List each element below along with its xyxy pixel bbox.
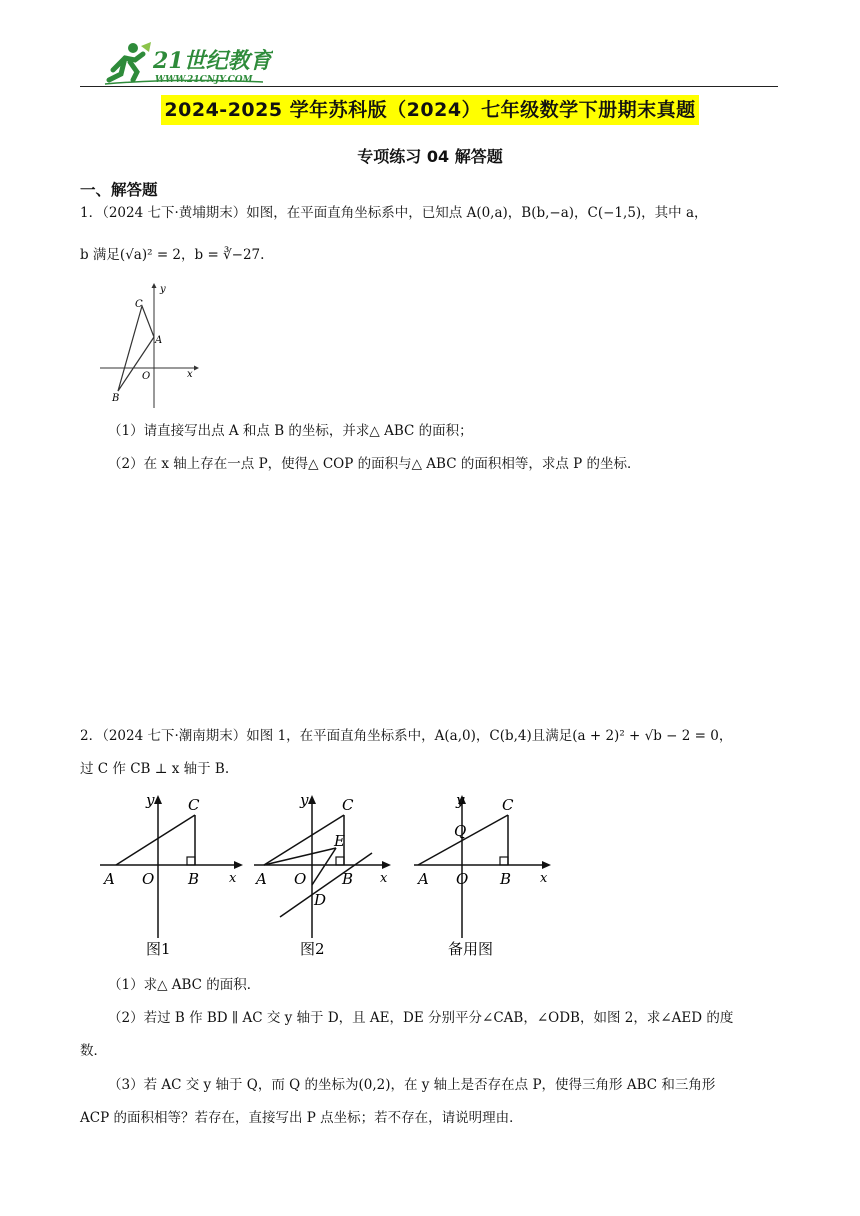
svg-text:A: A — [418, 870, 429, 888]
svg-text:B: B — [188, 870, 200, 888]
runner-icon — [109, 42, 151, 80]
svg-text:D: D — [314, 891, 327, 909]
q1-part2: （2）在 x 轴上存在一点 P，使得△ COP 的面积与△ ABC 的面积相等，求点 P 的坐标． — [108, 456, 641, 472]
q1-label-A: A — [155, 335, 163, 346]
q2-figure-1 — [98, 790, 248, 960]
svg-text:x: x — [540, 871, 548, 886]
q2-part2-line2: 数． — [80, 1043, 107, 1059]
svg-text:O: O — [142, 870, 155, 888]
q2-part3-line1: （3）若 AC 交 y 轴于 Q，而 Q 的坐标为(0,2)，在 y 轴上是否存在点 P，使得三角形 ABC 和三角形 — [108, 1077, 716, 1093]
svg-text:B: B — [500, 870, 512, 888]
q1-label-O: O — [142, 371, 151, 382]
svg-text:x: x — [380, 871, 388, 886]
svg-text:x: x — [229, 871, 237, 886]
q2-figure-spare — [412, 790, 562, 960]
svg-text:y: y — [146, 791, 155, 809]
svg-text:Q: Q — [454, 822, 467, 840]
svg-text:A: A — [256, 870, 267, 888]
logo-main-text: 21世纪教育 — [153, 48, 272, 74]
q2-part3-line2: ACP 的面积相等？若存在，直接写出 P 点坐标；若不存在，请说明理由． — [80, 1110, 523, 1126]
caption-fig1: 图1 — [146, 940, 171, 958]
q2-part2-line1: （2）若过 B 作 BD ∥ AC 交 y 轴于 D，且 AE，DE 分别平分∠CAB，∠ODB，如图 2，求∠AED 的度 — [108, 1010, 734, 1026]
q2-line2: 过 C 作 CB ⊥ x 轴于 B. — [80, 761, 230, 777]
page-title: 2024-2025 学年苏科版（2024）七年级数学下册期末真题 — [161, 95, 698, 125]
caption-fig2: 图2 — [300, 940, 325, 958]
q1-part1: （1）请直接写出点 A 和点 B 的坐标，并求△ ABC 的面积； — [108, 423, 473, 439]
svg-text:B: B — [342, 870, 354, 888]
q1-label-C: C — [135, 299, 143, 310]
svg-text:y: y — [456, 791, 465, 809]
svg-text:O: O — [456, 870, 469, 888]
q1-label-y: y — [160, 284, 166, 295]
q2-part1: （1）求△ ABC 的面积． — [108, 977, 261, 993]
q2-line1: 2．（2024 七下·潮南期末）如图 1，在平面直角坐标系中，A(a,0)，C(b,4)且满足(a + 2)² + √b − 2 = 0， — [80, 728, 733, 744]
title-band — [0, 95, 860, 129]
header-rule — [80, 86, 778, 87]
site-logo — [103, 40, 273, 86]
page-subtitle: 专项练习 04 解答题 — [357, 147, 503, 166]
section-heading: 一、解答题 — [80, 181, 158, 199]
svg-text:C: C — [188, 796, 200, 814]
caption-spare: 备用图 — [448, 940, 494, 958]
svg-text:C: C — [502, 796, 514, 814]
q1-label-x: x — [187, 369, 193, 380]
logo-sub-text: WWW.21CNJY.COM — [155, 75, 253, 85]
q2-figure-2 — [252, 790, 402, 960]
svg-text:E: E — [334, 832, 345, 850]
q1-line1: 1．（2024 七下·黄埔期末）如图，在平面直角坐标系中，已知点 A(0,a)，B(b,−a)，C(−1,5)，其中 a， — [80, 205, 708, 221]
svg-text:O: O — [294, 870, 307, 888]
svg-text:A: A — [104, 870, 115, 888]
q1-figure — [98, 280, 208, 410]
svg-text:y: y — [300, 791, 309, 809]
q1-line2: b 满足(√a)² = 2，b = ∛−27. — [80, 247, 265, 263]
q1-label-B: B — [112, 393, 120, 404]
svg-text:C: C — [342, 796, 354, 814]
